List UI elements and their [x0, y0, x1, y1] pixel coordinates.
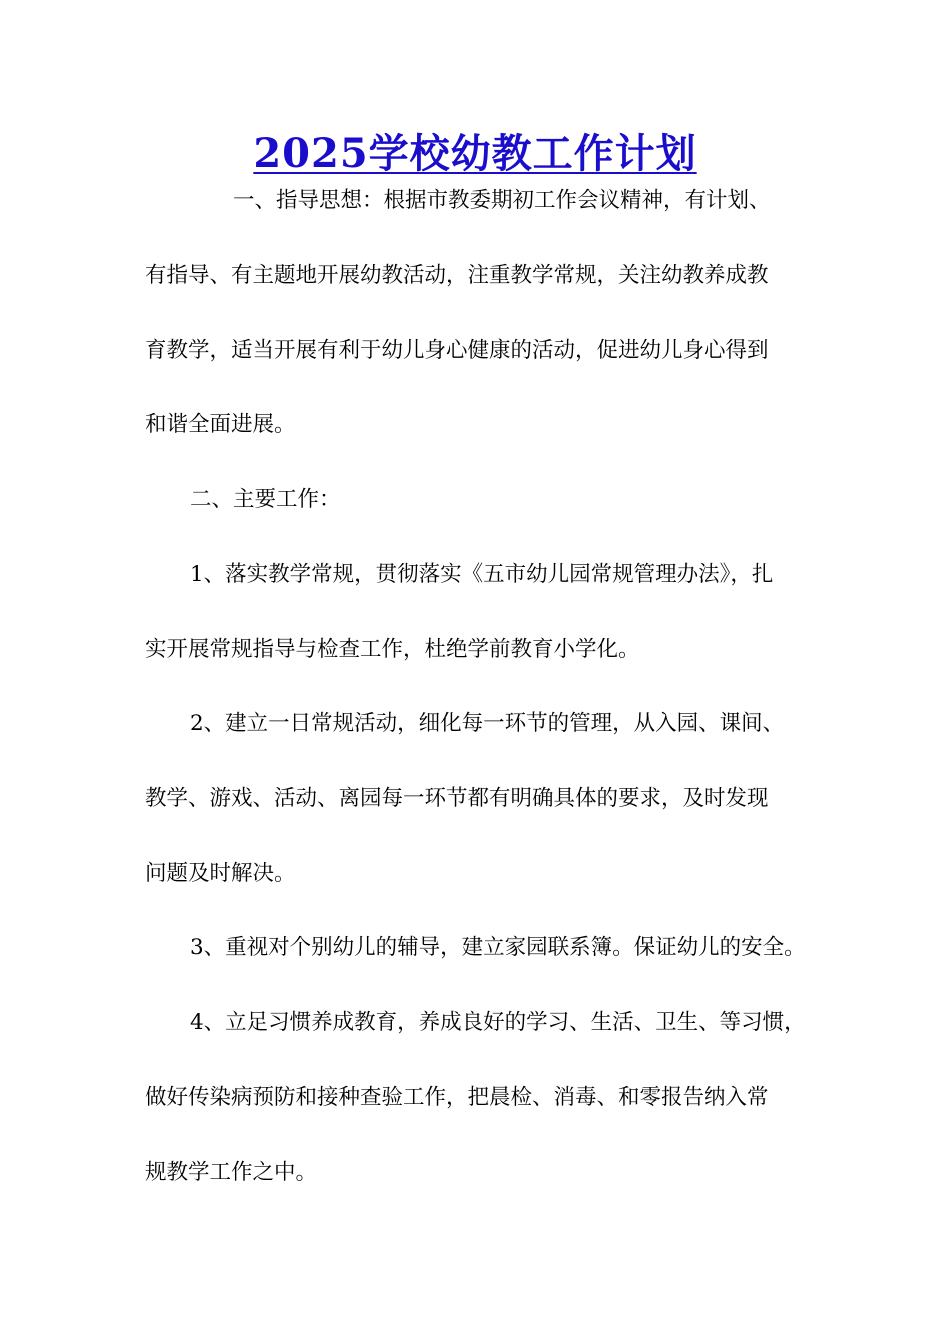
list-item-2: 2、建立一日常规活动，细化每一环节的管理，从入园、课间、 [190, 711, 785, 736]
paragraph-line: 问题及时解决。 [145, 861, 296, 886]
paragraph-line: 教学、游戏、活动、离园每一环节都有明确具体的要求，及时发现 [145, 786, 769, 811]
list-item-1: 1、落实教学常规，贯彻落实《五市幼儿园常规管理办法》，扎 [190, 562, 774, 587]
paragraph-line: 有指导、有主题地开展幼教活动，注重教学常规，关注幼教养成教 [145, 263, 769, 288]
paragraph-line: 规教学工作之中。 [145, 1160, 318, 1185]
paragraph-line: 实开展常规指导与检查工作，杜绝学前教育小学化。 [145, 637, 640, 662]
list-item-3: 3、重视对个别幼儿的辅导，建立家园联系簿。保证幼儿的安全。 [190, 935, 806, 960]
paragraph-line: 和谐全面进展。 [145, 412, 296, 437]
paragraph-line-guiding-thought: 一、指导思想：根据市教委期初工作会议精神，有计划、 [233, 188, 771, 213]
list-item-4: 4、立足习惯养成教育，养成良好的学习、生活、卫生、等习惯， [190, 1010, 806, 1035]
document-title: 2025学校幼教工作计划 [253, 130, 697, 177]
paragraph-line: 做好传染病预防和接种查验工作，把晨检、消毒、和零报告纳入常 [145, 1085, 769, 1110]
section-heading-main-work: 二、主要工作： [190, 487, 341, 512]
paragraph-line: 育教学，适当开展有利于幼儿身心健康的活动，促进幼儿身心得到 [145, 338, 769, 363]
